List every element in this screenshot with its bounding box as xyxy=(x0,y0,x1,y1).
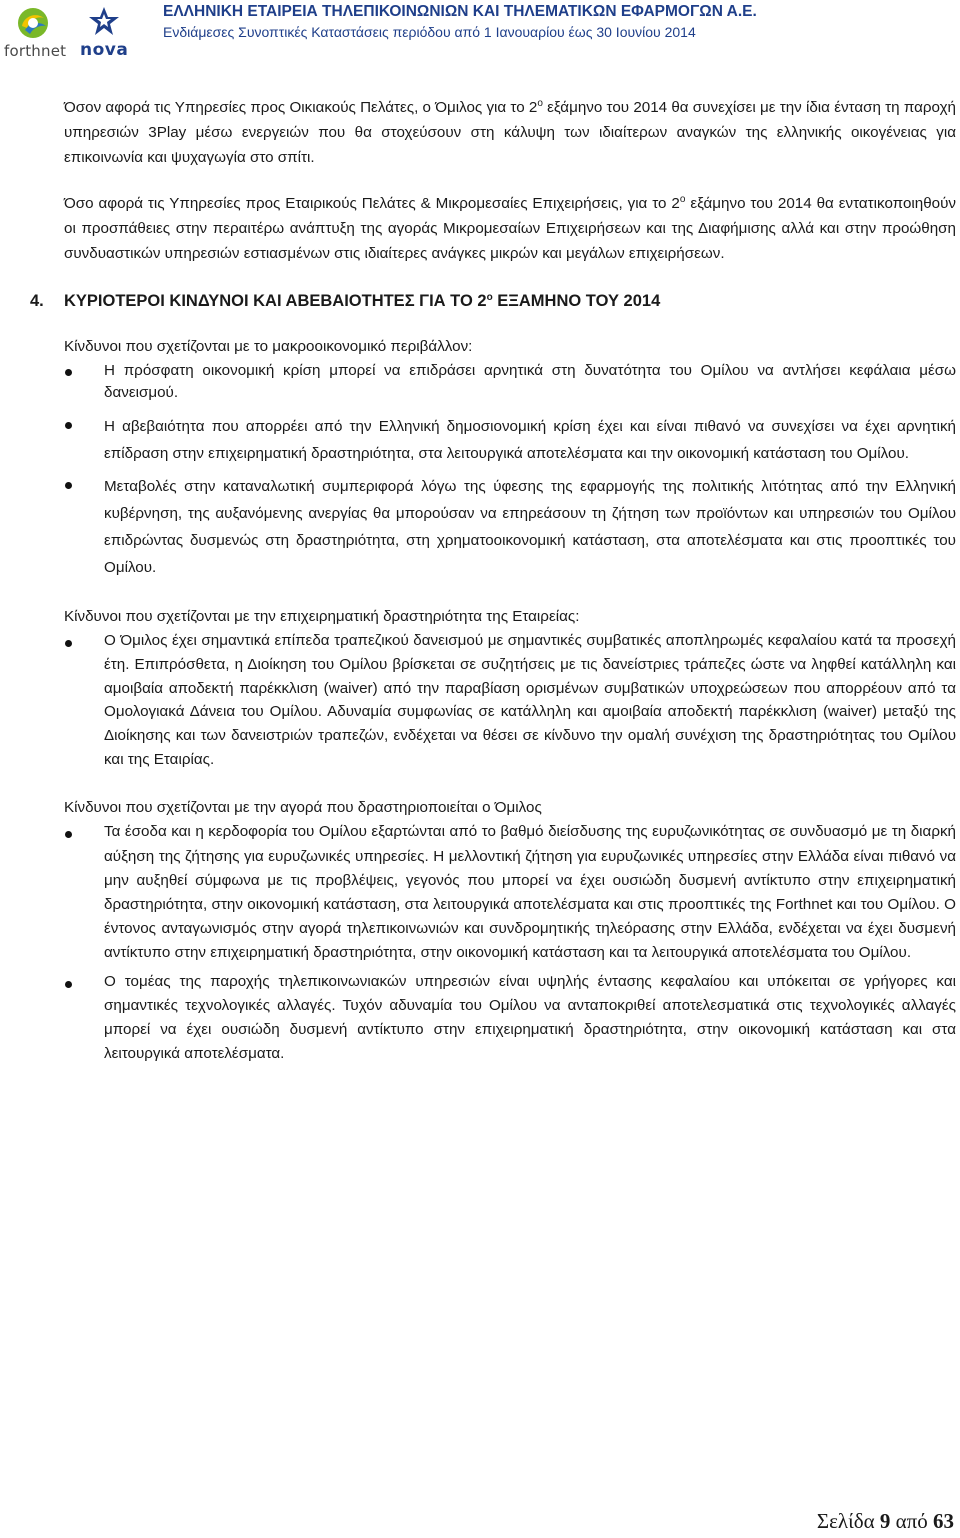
page-number: Σελίδα 9 από 63 xyxy=(816,1509,954,1533)
paragraph-business: Όσο αφορά τις Υπηρεσίες προς Εταιρικούς Πελάτες & Μικρομεσαίες Επιχειρήσεις, για το $2^o$ εξάμηνο του 2014 θα εντατικοποιηθούν οι προσπάθειες στην περαιτέρω ανάπτυξη της αγοράς Μικρομεσαίων Επιχειρήσεων και της Διαφήμισης αλλά και στην προώθηση συνδυαστικών υπηρεσιών εστιασμένων στις ιδιαίτερες ανάγκες μικρών και μεγάλων επιχειρήσεων. xyxy=(64,194,956,262)
company-name: ΕΛΛΗΝΙΚΗ ΕΤΑΙΡΕΙΑ ΤΗΛΕΠΙΚΟΙΝΩΝΙΩΝ ΚΑΙ ΤΗΛΕΜΑΤΙΚΩΝ ΕΦΑΡΜΟΓΩΝ Α.Ε. xyxy=(163,3,757,20)
list-item: Ο τομέας της παροχής τηλεπικοινωνιακών υπηρεσιών είναι υψηλής έντασης κεφαλαίου και υπόκειται σε γρήγορες και σημαντικές τεχνολογικές αλλαγές. Τυχόν αδυναμία του Ομίλου να ανταποκριθεί αποτελεσματικά στις τεχνολογικές αλλαγές μπορεί να έχει ουσιώδη δυσμενή αντίκτυπο στην επιχειρηματική δραστηριότητα, στην οικονομική κατάσταση και στα λειτουργικά αποτελέσματα. xyxy=(64,970,956,1067)
forthnet-swirl-icon xyxy=(14,6,52,40)
company-risks-list xyxy=(64,629,956,771)
market-risks-list xyxy=(64,820,956,1066)
document-body xyxy=(30,96,956,1070)
macro-risks-intro: Κίνδυνοι που σχετίζονται με το μακροοικονομικό περιβάλλον: xyxy=(64,337,473,355)
paragraph-residential: Όσον αφορά τις Υπηρεσίες προς Οικιακούς Πελάτες, ο Όμιλος για το $2^o$ εξάμηνο του 2014 θα συνεχίσει με την ίδια ένταση τη παροχή υπηρεσιών 3Play μέσω ενεργειών που θα στοχεύσουν στη κάλυψη των ιδιαίτερων αναγκών της ελληνικής οικογένειας για επικοινωνία και ψυχαγωγία στο σπίτι. xyxy=(64,98,956,166)
bullet-icon xyxy=(65,422,72,429)
list-item: Τα έσοδα και η κερδοφορία του Ομίλου εξαρτώνται από το βαθμό διείσδυσης της ευρυζωνικότητας σε συνδυασμό με τη διαρκή αύξηση της ζήτησης για ευρυζωνικές υπηρεσίες. Η μελλοντική ζήτηση για ευρυζωνικές υπηρεσίες στην Ελλάδα είναι πιθανό να μην αυξηθεί σύμφωνα με τις προβλέψεις, γεγονός που μπορεί να έχει ουσιώδη δυσμενή αντίκτυπο στην επιχειρηματική δραστηριότητα, στην οικονομική κατάσταση, στα λειτουργικά αποτελέσματα και στις προοπτικές της Forthnet και του Ομίλου. Ο έντονος ανταγωνισμός στην αγορά τηλεπικοινωνιών και συνδρομητικής τηλεόρασης στην Ελλάδα, ενδέχεται να έχει δυσμενή αντίκτυπο στην επιχειρηματική δραστηριότητα, στην οικονομική κατάσταση και τα λειτουργικά αποτελέσματα του Ομίλου. xyxy=(64,820,956,965)
bullet-icon xyxy=(65,981,72,988)
forthnet-logo xyxy=(4,6,67,60)
bullet-icon xyxy=(65,831,72,838)
page-header xyxy=(0,0,960,64)
bullet-icon xyxy=(65,482,72,489)
market-risks-intro: Κίνδυνοι που σχετίζονται με την αγορά που δραστηριοποιείται ο Όμιλος xyxy=(64,798,542,816)
company-risks-intro: Κίνδυνοι που σχετίζονται με την επιχειρηματική δραστηριότητα της Εταιρείας: xyxy=(64,607,580,625)
section-heading: 4. ΚΥΡΙΟΤΕΡΟΙ ΚΙΝΔΥΝΟΙ ΚΑΙ ΑΒΕΒΑΙΟΤΗΤΕΣ ΓΙΑ ΤΟ $2^o$ ΕΞΑΜΗΝΟ ΤΟΥ 2014 xyxy=(64,289,956,313)
list-item: Ο Όμιλος έχει σημαντικά επίπεδα τραπεζικού δανεισμού με σημαντικές συμβατικές αποπληρωμές κεφαλαίου κατά τα προσεχή έτη. Επιπρόσθετα, η Διοίκηση του Ομίλου βρίσκεται σε συζητήσεις με τις δανείστριες τράπεζες ώστε να ληφθεί κατάλληλη και αμοιβαία αποδεκτή παρέκκλιση (waiver) από την παραβίαση ορισμένων συμβατικών υποχρεώσεων που απορρέουν από τα Ομολογιακά Δάνεια του Ομίλου. Αδυναμία συμφωνίας σε κατάλληλη και αμοιβαία αποδεκτή παρέκκλιση (waiver) μεταξύ της Διοίκησης και των δανειστριών τραπεζών, ενδέχεται να θέσει σε κίνδυνο την ομαλή συνέχιση της δραστηριότητας του Ομίλου και της Εταιρίας. xyxy=(64,629,956,771)
forthnet-wordmark: forthnet xyxy=(4,42,67,60)
list-item: Η πρόσφατη οικονομική κρίση μπορεί να επιδράσει αρνητικά στη δυνατότητα του Ομίλου να αντλήσει κεφάλαια μέσω δανεισμού. xyxy=(64,360,956,405)
bullet-icon xyxy=(65,640,72,647)
report-period: Ενδιάμεσες Συνοπτικές Καταστάσεις περιόδου από 1 Ιανουαρίου έως 30 Ιουνίου 2014 xyxy=(163,24,696,40)
list-item: Η αβεβαιότητα που απορρέει από την Ελληνική δημοσιονομική κρίση έχει και είναι πιθανό να συνεχίσει να έχει αρνητική επίδραση στην επιχειρηματική δραστηριότητα, στα λειτουργικά αποτελέσματα και την οικονομική κατάσταση του Ομίλου. xyxy=(64,413,956,467)
macro-risks-list xyxy=(64,360,956,581)
section-number: 4. xyxy=(30,291,44,310)
nova-star-icon xyxy=(88,6,120,36)
bullet-icon xyxy=(65,369,72,376)
nova-wordmark: nova xyxy=(80,40,129,60)
nova-logo xyxy=(80,6,130,60)
list-item: Μεταβολές στην καταναλωτική συμπεριφορά λόγω της ύφεσης της εφαρμογής της πολιτικής λιτότητας από την Ελληνική κυβέρνηση, της αυξανόμενης ανεργίας θα μπορούσαν να επηρεάσουν τη ζήτηση των προϊόντων και υπηρεσιών του Ομίλου επιδρώντας δυσμενώς στη δραστηριότητα, στη χρηματοοικονομική κατάσταση, στα αποτελέσματα και στις προοπτικές του Ομίλου. xyxy=(64,473,956,581)
